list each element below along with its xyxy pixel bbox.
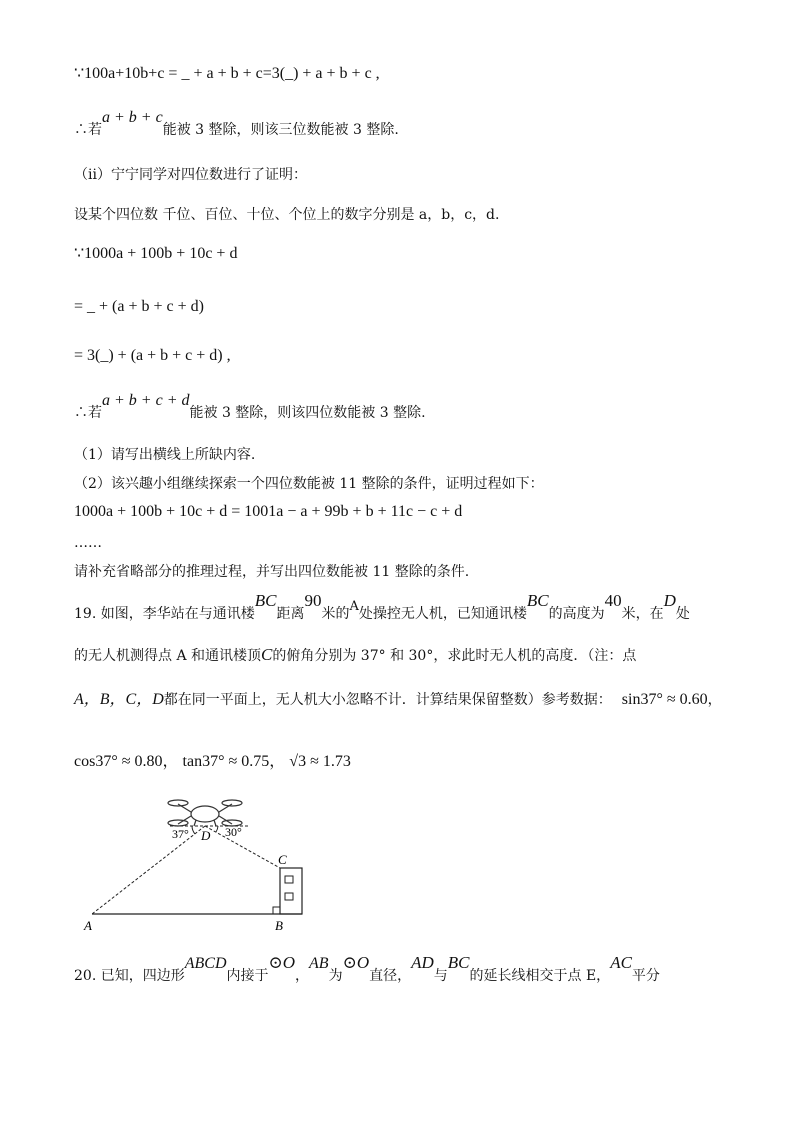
ellipsis: …… [74,535,102,551]
sum-abc: a + b + c [102,109,163,126]
angle-label-37: 37° [172,827,189,841]
setup-line: 设某个四位数 千位、百位、十位、个位上的数字分别是 a，b，c，d. [74,207,500,223]
building-window-2 [285,893,293,900]
sum-abcd: a + b + c + d [102,392,190,409]
question-1: （1）请写出横线上所缺内容. [74,447,256,463]
angle-arc-37 [192,826,195,834]
label-b: B [275,918,283,933]
angle-label-30: 30° [225,825,242,839]
equation-line-1: ∵100a+10b+c = _ + a + b + c=3(_) + a + b + c , [74,65,380,82]
building-window-1 [285,876,293,883]
equation-line-5: 1000a + 100b + 10c + d = 1001a − a + 99b + b + 11c − c + d [74,503,463,520]
angle-arc-30 [216,826,218,832]
proof-intro: （ii）宁宁同学对四位数进行了证明： [74,167,307,183]
conclusion-text-1: 能被 3 整除，则该三位数能被 3 整除. [162,122,399,138]
equation-line-2: ∵1000a + 100b + 10c + d [74,245,238,262]
q19-line-2: 的无人机测得点 A 和通讯楼顶C的俯角分别为 37° 和 30°，求此时无人机的高度．（注：点 [74,645,637,664]
question-2-task: 请补充省略部分的推理过程，并写出四位数能被 11 整除的条件. [74,564,470,580]
drone-icon [168,800,242,826]
q19-line-1: 19. 如图，李华站在与通讯楼BC距离90米的A处操控无人机，已知通讯楼BC的高度为40米，在D处 [74,591,690,622]
label-d: D [201,828,211,843]
q19-reference-values: cos37° ≈ 0.80， tan37° ≈ 0.75， √3 ≈ 1.73 [74,753,351,770]
label-c: C [278,852,287,867]
building [280,868,302,914]
drone-diagram [70,790,350,940]
right-angle-mark [273,907,280,914]
therefore-prefix-2: ∴若 [74,405,102,421]
sight-line-to-c [205,826,280,868]
question-2: （2）该兴趣小组继续探索一个四位数能被 11 整除的条件，证明过程如下： [74,476,544,492]
conclusion-text-2: 能被 3 整除，则该四位数能被 3 整除. [189,405,426,421]
q20-line-1: 20. 已知，四边形ABCD内接于⊙O，AB为⊙O直径，AD与BC的延长线相交于点 E，AC平分 [74,953,660,984]
conclusion-line-1 [74,109,730,140]
equation-line-4: = 3(_) + (a + b + c + d) , [74,347,231,364]
label-a: A [84,918,92,933]
therefore-prefix: ∴若 [74,122,102,138]
q19-line-3: A，B，C，D都在同一平面上，无人机大小忽略不计．计算结果保留整数）参考数据： sin37° ≈ 0.60， [74,691,722,708]
equation-line-3: = _ + (a + b + c + d) [74,298,204,315]
conclusion-line-2 [74,392,730,423]
